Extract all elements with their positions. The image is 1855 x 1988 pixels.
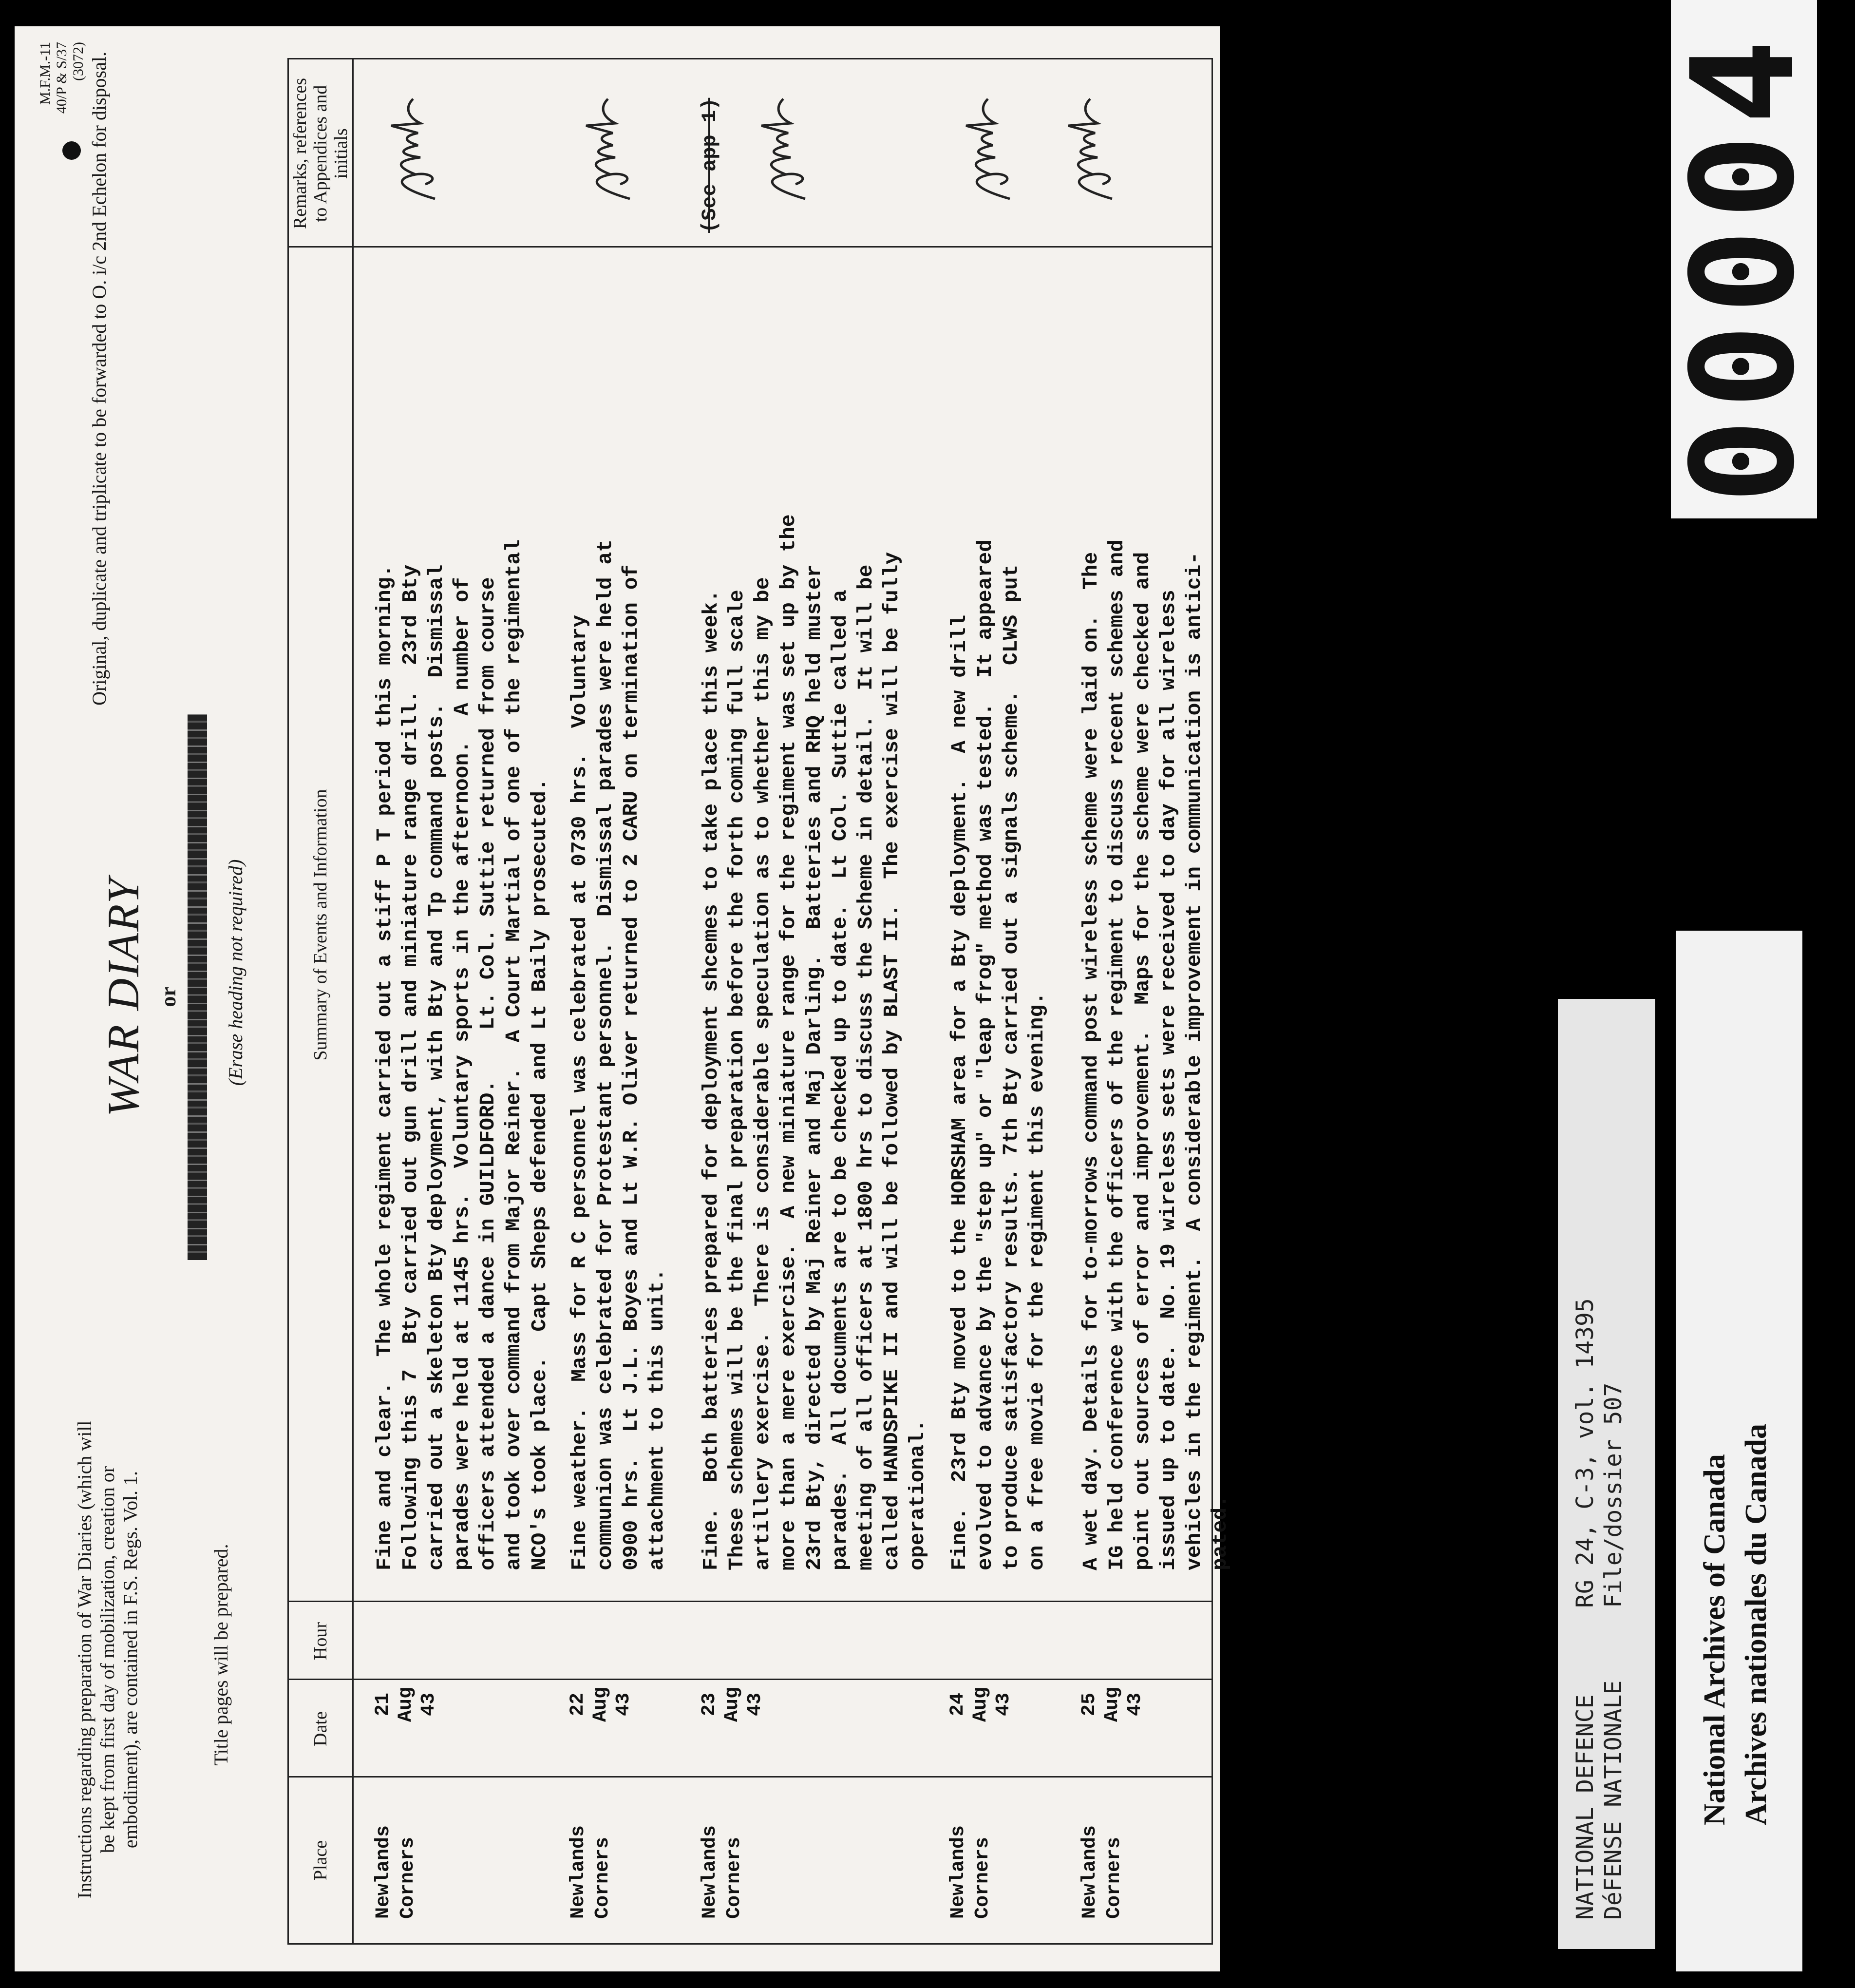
- title-or-mark: or: [156, 987, 180, 1007]
- entry-date: 21 Aug 43: [372, 1687, 440, 1722]
- national-archives-label-content: [1676, 931, 1802, 1971]
- national-archives-french: Archives nationales du Canada: [1740, 1424, 1773, 1825]
- ink-blot: [62, 141, 81, 160]
- col-header-summary: Summary of Events and Information: [310, 789, 331, 1061]
- file-dossier-reference: File/dossier 507: [1600, 1382, 1627, 1608]
- col-header-remarks: Remarks, references to Appendices and initials: [290, 77, 351, 229]
- column-divider: [289, 246, 1211, 248]
- record-group-reference: RG 24, C-3, vol. 14395: [1571, 1298, 1599, 1608]
- form-number: [37, 42, 87, 139]
- entry-place: Newlands Corners: [1079, 1825, 1125, 1919]
- national-archives-label: [1676, 931, 1802, 1971]
- col-header-hour: Hour: [310, 1622, 331, 1661]
- frame-number-label: [1662, 0, 1826, 518]
- column-divider: [289, 1601, 1211, 1602]
- struck-out-heading: [188, 714, 207, 1260]
- war-diary-page: [15, 26, 1232, 1971]
- entry-place: Newlands Corners: [373, 1825, 419, 1919]
- archive-reference-label: [1558, 999, 1655, 1949]
- entry-summary: Fine weather. Mass for R C personnel was celebrated at 0730 hrs. Voluntary communion was celebrated for Protestant personnel. Dismissal parades were held at 0900 hrs. Lt J.L. Boyes and Lt W.R. Oliver returned to 2 CARU on termination of attachment to this unit.: [568, 539, 669, 1570]
- column-divider: [289, 1776, 1211, 1778]
- disposal-note: Original, duplicate and triplicate to be forwarded to O. i/c 2nd Echelon for disposal.: [88, 52, 110, 706]
- signature-initials: [946, 82, 1034, 209]
- form-number-line1: M.F.M.-11: [37, 42, 53, 105]
- erase-heading-note: (Erase heading not required): [225, 859, 246, 1086]
- page-content-rotated: [15, 26, 1232, 1971]
- entry-date: 23 Aug 43: [699, 1687, 766, 1722]
- entry-summary: Fine and clear. The whole regiment carried out a stiff P T period this morning. Following this 7 Bty carried out gun drill and miniature range drill. 23rd Bty carried out a skeleton Bty deployment, with Bty and Tp command posts. Dismissal parades were held at 1145 hrs. Voluntary sports in the afternoon. A number of officers attended a dance in GUILDFORD. Lt. Col. Suttie returned from course and took over command from Major Reiner. A Court Martial of one of the regimental NCO's took place. Capt Sheps defended and Lt Baily prosecuted.: [373, 539, 551, 1570]
- signature-initials: [742, 82, 830, 209]
- appendix-reference-text: (See app 1): [698, 97, 721, 233]
- entry-summary: A wet day. Details for to-morrows command post wireless scheme were laid on. The IG held conference with the officers of the regiment to discuss recent schemes and point out sources of error and improvement. Maps for the scheme were checked and issued up to date. No. 19 wireless sets were received to day for all wireless vehicles in the regiment. A considerable improvement in communication is antici- pated.: [1079, 539, 1232, 1570]
- entry-place: Newlands Corners: [947, 1825, 994, 1919]
- entry-date: 25 Aug 43: [1079, 1687, 1146, 1722]
- frame-number: 00004: [1662, 30, 1826, 504]
- entry-place: Newlands Corners: [699, 1825, 745, 1919]
- form-number-line2: 40/P & S/37 (3072): [54, 42, 86, 114]
- entry-summary: Fine. 23rd Bty moved to the HORSHAM area for a Bty deployment. A new drill evolved to advance by the "step up" or "leap frog" method was tested. It appeared to produce satisfactory results. 7th Bty carried out a signals scheme. CLWS put on a free movie for the regiment this evening.: [947, 539, 1049, 1570]
- entry-summary: Fine. Both batteries prepared for deployment shcemes to take place this week. These schemes will be the final preparation before the forth coming full scale artillery exercise. There is considerable speculation as to whether this my be more than a mere exercise. A new miniature range for the regiment was set up by the 23rd Bty, directed by Maj Reiner and Maj Darling. Batteries and RHQ held muster parades. All documents are to be checked up to date. Lt Col. Suttie called a meeting of all officers at 1800 hrs to discuss the Scheme in detail. It will be called HANDSPIKE II and will be followed by BLAST II. The exercise will be fully operational.: [699, 514, 929, 1570]
- signature-initials: [1049, 82, 1136, 209]
- page-title: WAR DIARY: [98, 877, 148, 1117]
- appendix-reference: [698, 98, 721, 233]
- title-pages-note: Title pages will be prepared.: [210, 1544, 232, 1766]
- entry-date: 22 Aug 43: [567, 1687, 635, 1722]
- entry-place: Newlands Corners: [568, 1825, 614, 1919]
- archive-reference-label-content: [1558, 999, 1655, 1949]
- defense-nationale-label: DéFENSE NATIONALE: [1600, 1680, 1627, 1920]
- national-archives-english: National Archives of Canada: [1698, 1454, 1731, 1825]
- col-header-date: Date: [310, 1711, 331, 1746]
- signature-initials: [372, 82, 459, 209]
- signature-initials: [567, 82, 654, 209]
- col-header-place: Place: [310, 1840, 331, 1881]
- national-defence-label: NATIONAL DEFENCE: [1571, 1694, 1599, 1920]
- table-header: [289, 59, 354, 1943]
- instructions-note: Instructions regarding preparation of War Diaries (which will be kept from first day of mobilization, creation or embodiment), are contained in F.S. Regs. Vol. 1.: [74, 1420, 141, 1899]
- entry-date: 24 Aug 43: [947, 1687, 1015, 1722]
- diary-table: [287, 58, 1232, 1945]
